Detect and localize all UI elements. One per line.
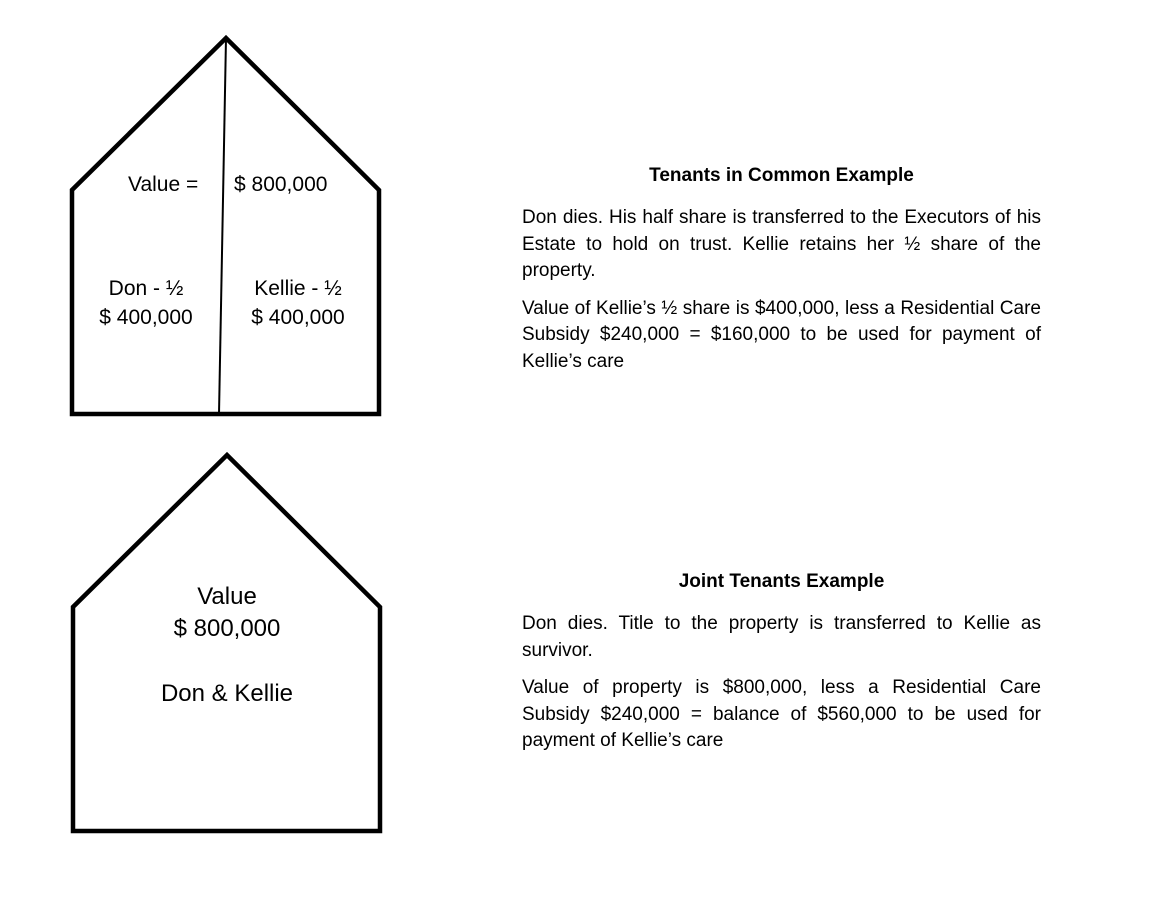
- house2-value-label: Value: [197, 583, 257, 610]
- house1-value-amount: $ 800,000: [234, 173, 328, 196]
- tenants-in-common-title: Tenants in Common Example: [649, 165, 914, 186]
- house1-don-share: Don - ½: [108, 277, 184, 300]
- joint-tenants-panel: [522, 569, 1041, 766]
- joint-tenants-para2: Value of property is $800,000, less a Residential Care Subsidy $240,000 = balance of $560,000 to be used for payment of Kellie’s care: [522, 677, 1041, 751]
- tenants-in-common-para1: Don dies. His half share is transferred to the Executors of his Estate to hold on trust. Kellie retains her ½ share of the property.: [522, 207, 1041, 281]
- house1-kellie-share: Kellie - ½: [254, 277, 342, 300]
- house1-don-amount: $ 400,000: [99, 306, 193, 329]
- house1-value-label: Value =: [128, 173, 199, 196]
- house2-owners: Don & Kellie: [160, 680, 294, 707]
- house2-value-amount: $ 800,000: [173, 615, 281, 642]
- tenants-in-common-para2: Value of Kellie’s ½ share is $400,000, less a Residential Care Subsidy $240,000 = $160,000 to be used for payment of Kellie’s care: [522, 297, 1041, 372]
- house1-kellie-amount: $ 400,000: [251, 306, 345, 329]
- joint-tenants-para1: Don dies. Title to the property is transferred to Kellie as survivor.: [522, 613, 1041, 661]
- joint-tenants-title: Joint Tenants Example: [678, 571, 885, 592]
- tenants-in-common-panel: [522, 163, 1041, 386]
- house-divider-line: [219, 38, 226, 414]
